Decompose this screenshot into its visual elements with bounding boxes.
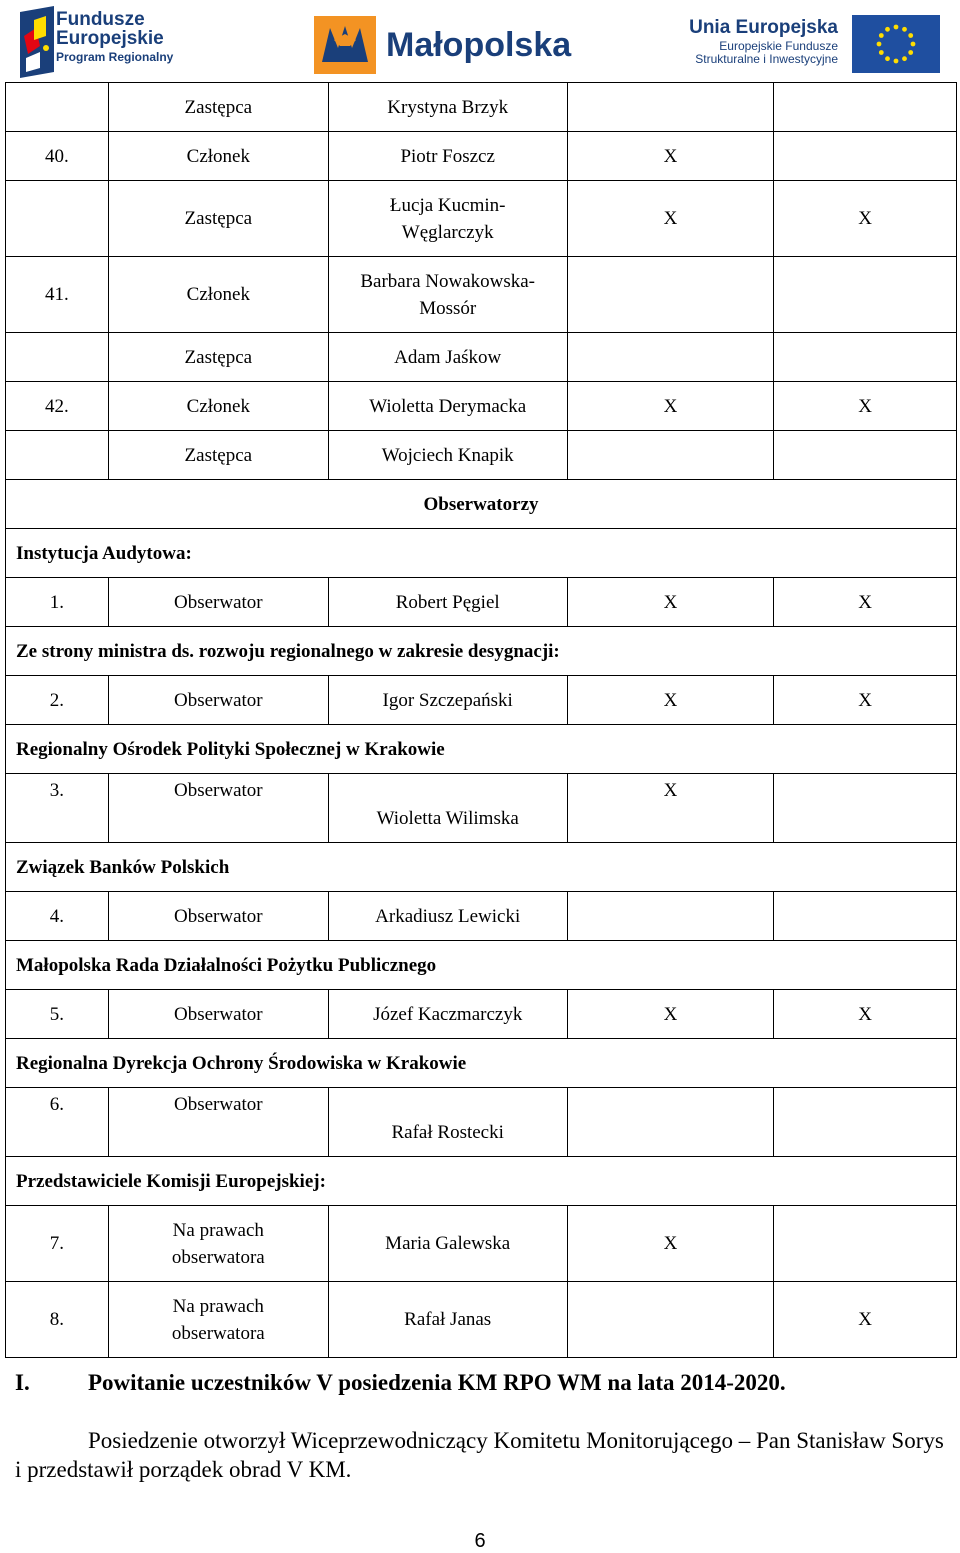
- table-row: [6, 181, 957, 257]
- unia-europejska-label: Unia Europejska Europejskie Fundusze Strukturalne i Inwestycyjne: [689, 17, 838, 66]
- table-row: [6, 1088, 957, 1157]
- section-row: [6, 1039, 957, 1088]
- row-number: 42.: [6, 382, 109, 431]
- row-name: Rafał Rostecki: [328, 1088, 567, 1157]
- section-label: Regionalny Ośrodek Polityki Społecznej w Krakowie: [6, 725, 957, 774]
- row-mark-2: X: [774, 990, 957, 1039]
- row-mark-2: [774, 1206, 957, 1282]
- row-role: Członek: [108, 257, 328, 333]
- table-row: [6, 990, 957, 1039]
- row-number: 6.: [6, 1088, 109, 1157]
- row-name: Wioletta Derymacka: [328, 382, 567, 431]
- row-number: 8.: [6, 1282, 109, 1358]
- row-role: Członek: [108, 132, 328, 181]
- row-mark-1: X: [567, 990, 774, 1039]
- row-mark-2: [774, 774, 957, 843]
- row-mark-1: [567, 431, 774, 480]
- row-number: 7.: [6, 1206, 109, 1282]
- table-row: [6, 333, 957, 382]
- row-name: Krystyna Brzyk: [328, 83, 567, 132]
- table-row: [6, 578, 957, 627]
- table-row: [6, 774, 957, 843]
- row-name: Wojciech Knapik: [328, 431, 567, 480]
- row-mark-1: X: [567, 181, 774, 257]
- fundusze-europejskie-logo-icon: [20, 6, 60, 78]
- section-label: Przedstawiciele Komisji Europejskiej:: [6, 1157, 957, 1206]
- row-name: Barbara Nowakowska-Mossór: [328, 257, 567, 333]
- row-mark-1: [567, 83, 774, 132]
- row-role: Obserwator: [108, 774, 328, 843]
- row-mark-2: [774, 892, 957, 941]
- row-mark-2: X: [774, 578, 957, 627]
- row-name: Robert Pęgiel: [328, 578, 567, 627]
- table-row: [6, 382, 957, 431]
- row-number: [6, 181, 109, 257]
- table-row: [6, 83, 957, 132]
- row-mark-1: [567, 892, 774, 941]
- observers-title-row: [6, 480, 957, 529]
- body-paragraph: Posiedzenie otworzył Wiceprzewodniczący Komitetu Monitorującego – Pan Stanisław Sorys i przedstawił porządek obrad V KM.: [15, 1428, 944, 1482]
- row-mark-1: [567, 1282, 774, 1358]
- row-number: [6, 431, 109, 480]
- row-mark-1: X: [567, 774, 774, 843]
- observers-title: Obserwatorzy: [6, 480, 957, 529]
- row-mark-1: X: [567, 676, 774, 725]
- section-label: Instytucja Audytowa:: [6, 529, 957, 578]
- row-name: Adam Jaśkow: [328, 333, 567, 382]
- row-mark-1: [567, 1088, 774, 1157]
- table-row: [6, 132, 957, 181]
- row-name: Łucja Kucmin-Węglarczyk: [328, 181, 567, 257]
- row-mark-2: [774, 431, 957, 480]
- section-heading-number: I.: [15, 1370, 30, 1395]
- row-name: Igor Szczepański: [328, 676, 567, 725]
- row-mark-1: X: [567, 382, 774, 431]
- section-row: [6, 529, 957, 578]
- row-number: 1.: [6, 578, 109, 627]
- page-number: 6: [474, 1530, 486, 1552]
- row-role: Obserwator: [108, 676, 328, 725]
- row-name: Józef Kaczmarczyk: [328, 990, 567, 1039]
- row-role: Członek: [108, 382, 328, 431]
- section-heading: [15, 1370, 786, 1396]
- row-role: Obserwator: [108, 578, 328, 627]
- row-mark-2: X: [774, 1282, 957, 1358]
- row-mark-2: X: [774, 676, 957, 725]
- row-number: 41.: [6, 257, 109, 333]
- eu-flag-icon: [852, 15, 940, 73]
- section-row: [6, 1157, 957, 1206]
- table-row: [6, 1282, 957, 1358]
- row-name: Piotr Foszcz: [328, 132, 567, 181]
- table-row: [6, 892, 957, 941]
- table-row: [6, 257, 957, 333]
- section-label: Małopolska Rada Działalności Pożytku Publicznego: [6, 941, 957, 990]
- row-role: Na prawach obserwatora: [108, 1206, 328, 1282]
- row-mark-1: [567, 257, 774, 333]
- row-role: Zastępca: [108, 83, 328, 132]
- section-label: Związek Banków Polskich: [6, 843, 957, 892]
- row-mark-1: [567, 333, 774, 382]
- row-role: Obserwator: [108, 892, 328, 941]
- table-row: [6, 1206, 957, 1282]
- fundusze-europejskie-label: Fundusze Europejskie Program Regionalny: [56, 9, 174, 64]
- malopolska-label: Małopolska: [386, 26, 572, 64]
- section-row: [6, 725, 957, 774]
- row-name: Rafał Janas: [328, 1282, 567, 1358]
- attendance-table: [5, 82, 957, 1358]
- section-row: [6, 941, 957, 990]
- section-label: Ze strony ministra ds. rozwoju regionalnego w zakresie desygnacji:: [6, 627, 957, 676]
- row-mark-2: [774, 83, 957, 132]
- row-role: Zastępca: [108, 431, 328, 480]
- row-role: Obserwator: [108, 990, 328, 1039]
- row-number: 2.: [6, 676, 109, 725]
- row-mark-2: [774, 333, 957, 382]
- row-mark-1: X: [567, 132, 774, 181]
- row-number: [6, 333, 109, 382]
- row-mark-1: X: [567, 578, 774, 627]
- row-name: Arkadiusz Lewicki: [328, 892, 567, 941]
- section-label: Regionalna Dyrekcja Ochrony Środowiska w Krakowie: [6, 1039, 957, 1088]
- row-mark-2: X: [774, 181, 957, 257]
- row-role: Obserwator: [108, 1088, 328, 1157]
- table-row: [6, 431, 957, 480]
- section-row: [6, 627, 957, 676]
- row-number: [6, 83, 109, 132]
- section-row: [6, 843, 957, 892]
- row-mark-2: [774, 132, 957, 181]
- row-number: 40.: [6, 132, 109, 181]
- row-number: 4.: [6, 892, 109, 941]
- logo-bar: [0, 0, 960, 82]
- row-name: Wioletta Wilimska: [328, 774, 567, 843]
- row-mark-2: [774, 1088, 957, 1157]
- row-number: 3.: [6, 774, 109, 843]
- row-role: Zastępca: [108, 333, 328, 382]
- section-heading-text: Powitanie uczestników V posiedzenia KM RPO WM na lata 2014-2020.: [88, 1370, 786, 1395]
- row-number: 5.: [6, 990, 109, 1039]
- row-mark-2: [774, 257, 957, 333]
- row-mark-1: X: [567, 1206, 774, 1282]
- table-row: [6, 676, 957, 725]
- row-role: Na prawach obserwatora: [108, 1282, 328, 1358]
- row-role: Zastępca: [108, 181, 328, 257]
- row-mark-2: X: [774, 382, 957, 431]
- malopolska-crest-icon: [314, 16, 376, 74]
- row-name: Maria Galewska: [328, 1206, 567, 1282]
